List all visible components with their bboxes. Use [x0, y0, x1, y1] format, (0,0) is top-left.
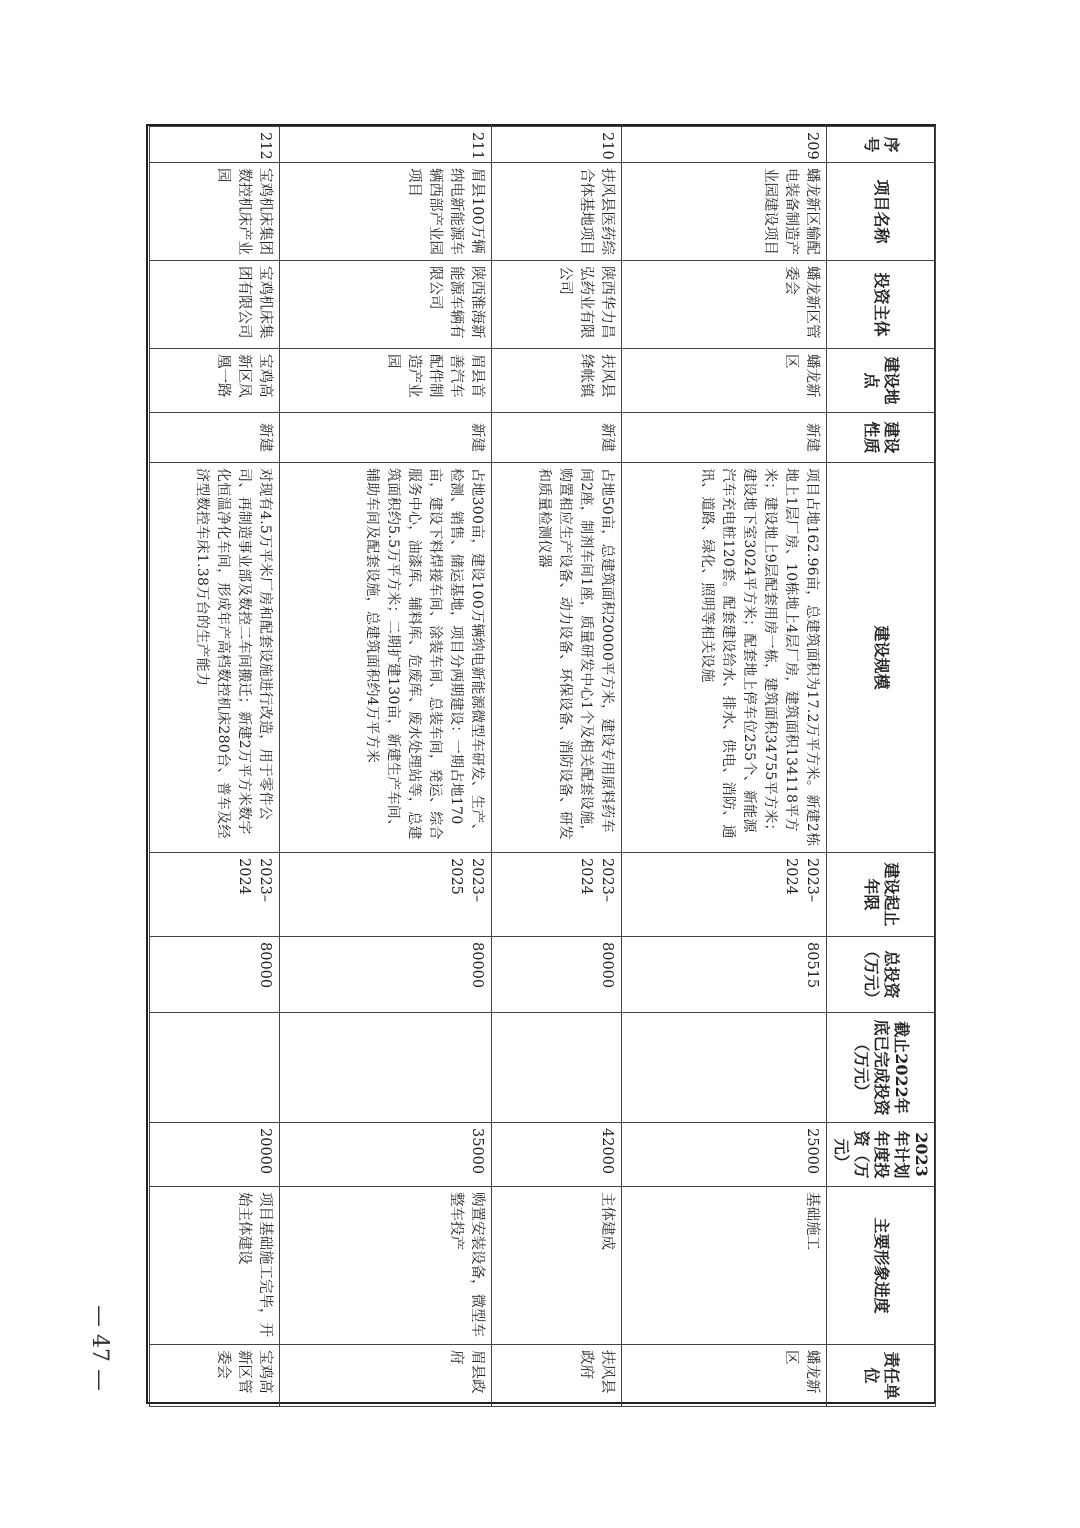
cell-scale: 项目占地162.96亩，总建筑面积为17.2万平方米。新建2栋地上1层厂房、10栋地上4层厂房，建筑面积134118平方米；建设地上9层配套用房一栋，建筑面积34755平方米；建设地下室3024平方米；配套地上停车位255个、新能源汽车充电桩120套。配套建设给水、排水、供电、消防、通讯、道路、绿化、照明等相关设施 [622, 463, 827, 853]
cell-unit: 眉县政府 [280, 1345, 492, 1407]
cell-total: 80000 [492, 937, 622, 1013]
cell-done2022 [150, 1013, 280, 1123]
cell-name: 眉县100万辆纳电新能源车辆西部产业园项目 [280, 163, 492, 261]
cell-progress: 项目基础施工完毕，开始主体建设 [150, 1187, 280, 1345]
rotated-table-wrapper [146, 126, 936, 1406]
header-investor: 投资主体 [827, 261, 936, 349]
cell-location: 扶风县绛帐镇 [492, 349, 622, 413]
cell-unit: 蟠龙新区 [622, 1345, 827, 1407]
cell-plan2023: 25000 [622, 1123, 827, 1187]
header-total: 总投资（万元） [827, 937, 936, 1013]
cell-plan2023: 42000 [492, 1123, 622, 1187]
cell-plan2023: 35000 [280, 1123, 492, 1187]
cell-nature: 新建 [492, 413, 622, 463]
cell-unit: 扶风县政府 [492, 1345, 622, 1407]
table-row [280, 127, 492, 1407]
header-period: 建设起止年限 [827, 853, 936, 937]
cell-scale: 对现有4.5万平米厂房和配套设施进行改造，用于零件公司、再制造事业部及数控二车间搬迁；新建2万平方米数字化恒温净化车间，形成年产高档数控机床280台、普车及经济型数控车床1.38万台的生产能力 [150, 463, 280, 853]
header-plan2023: 2023年计划年度投资（万元） [827, 1123, 936, 1187]
cell-period: 2023–2024 [622, 853, 827, 937]
project-table [149, 126, 936, 1407]
header-unit: 责任单位 [827, 1345, 936, 1407]
table-row [150, 127, 280, 1407]
cell-investor: 蟠龙新区管委会 [622, 261, 827, 349]
header-name: 项目名称 [827, 163, 936, 261]
cell-location: 宝鸡高新区凤凰一路 [150, 349, 280, 413]
cell-name: 蟠龙新区输配电装备制造产业园建设项目 [622, 163, 827, 261]
cell-total: 80000 [280, 937, 492, 1013]
cell-scale: 占地300亩，建设100万辆纳电新能源微型车研发、生产、检测、销售、储运基地，项目分两期建设：一期占地170亩，建设下料焊接车间、涂装车间、总装车间，発运、综合服务中心，油漆库、辅料库、危废库、废水处理站等，总建筑面积约5.5万平方米；二期扩建130亩，新建生产车间、辅助车间及配套设施，总建筑面积约4万平方米 [280, 463, 492, 853]
header-location: 建设地点 [827, 349, 936, 413]
cell-period: 2023–2025 [280, 853, 492, 937]
cell-done2022 [280, 1013, 492, 1123]
cell-location: 蟠龙新区 [622, 349, 827, 413]
cell-name: 扶风县医药综合体基地项目 [492, 163, 622, 261]
cell-progress: 主体建成 [492, 1187, 622, 1345]
table-row [492, 127, 622, 1407]
cell-seq: 211 [280, 127, 492, 163]
cell-total: 80515 [622, 937, 827, 1013]
cell-name: 宝鸡机床集团数控机床产业园 [150, 163, 280, 261]
cell-seq: 209 [622, 127, 827, 163]
header-nature: 建设性质 [827, 413, 936, 463]
header-scale: 建设规模 [827, 463, 936, 853]
cell-progress: 基础施工 [622, 1187, 827, 1345]
cell-nature: 新建 [150, 413, 280, 463]
cell-seq: 212 [150, 127, 280, 163]
cell-period: 2023–2024 [492, 853, 622, 937]
header-seq: 序号 [827, 127, 936, 163]
cell-investor: 宝鸡机床集团有限公司 [150, 261, 280, 349]
page-number [80, 1305, 120, 1405]
page-number-text: — 47 — [87, 1305, 112, 1391]
cell-seq: 210 [492, 127, 622, 163]
cell-investor: 陕西华力昌弘药业有限公司 [492, 261, 622, 349]
cell-nature: 新建 [280, 413, 492, 463]
header-progress: 主要形象进度 [827, 1187, 936, 1345]
table-row [622, 127, 827, 1407]
cell-nature: 新建 [622, 413, 827, 463]
cell-done2022 [622, 1013, 827, 1123]
cell-done2022 [492, 1013, 622, 1123]
cell-scale: 占地50亩，总建筑面积20000平方米，建设专用原料药车间2座，制剂车间1座，质量研发中心1个及相关配套设施，购置相应生产设备、动力设备、环保设备、消防设备、研发和质量检测仪器 [492, 463, 622, 853]
cell-plan2023: 20000 [150, 1123, 280, 1187]
header-row [827, 127, 936, 1407]
cell-total: 80000 [150, 937, 280, 1013]
cell-unit: 宝鸡高新区管委会 [150, 1345, 280, 1407]
cell-period: 2023–2024 [150, 853, 280, 937]
cell-location: 眉县首善汽车配件制造产业园 [280, 349, 492, 413]
table-sheet [146, 124, 936, 1404]
cell-investor: 陕西淮海新能源车辆有限公司 [280, 261, 492, 349]
header-done2022: 截止2022年底已完成投资（万元） [827, 1013, 936, 1123]
cell-progress: 购置安装设备，微型车整车投产 [280, 1187, 492, 1345]
